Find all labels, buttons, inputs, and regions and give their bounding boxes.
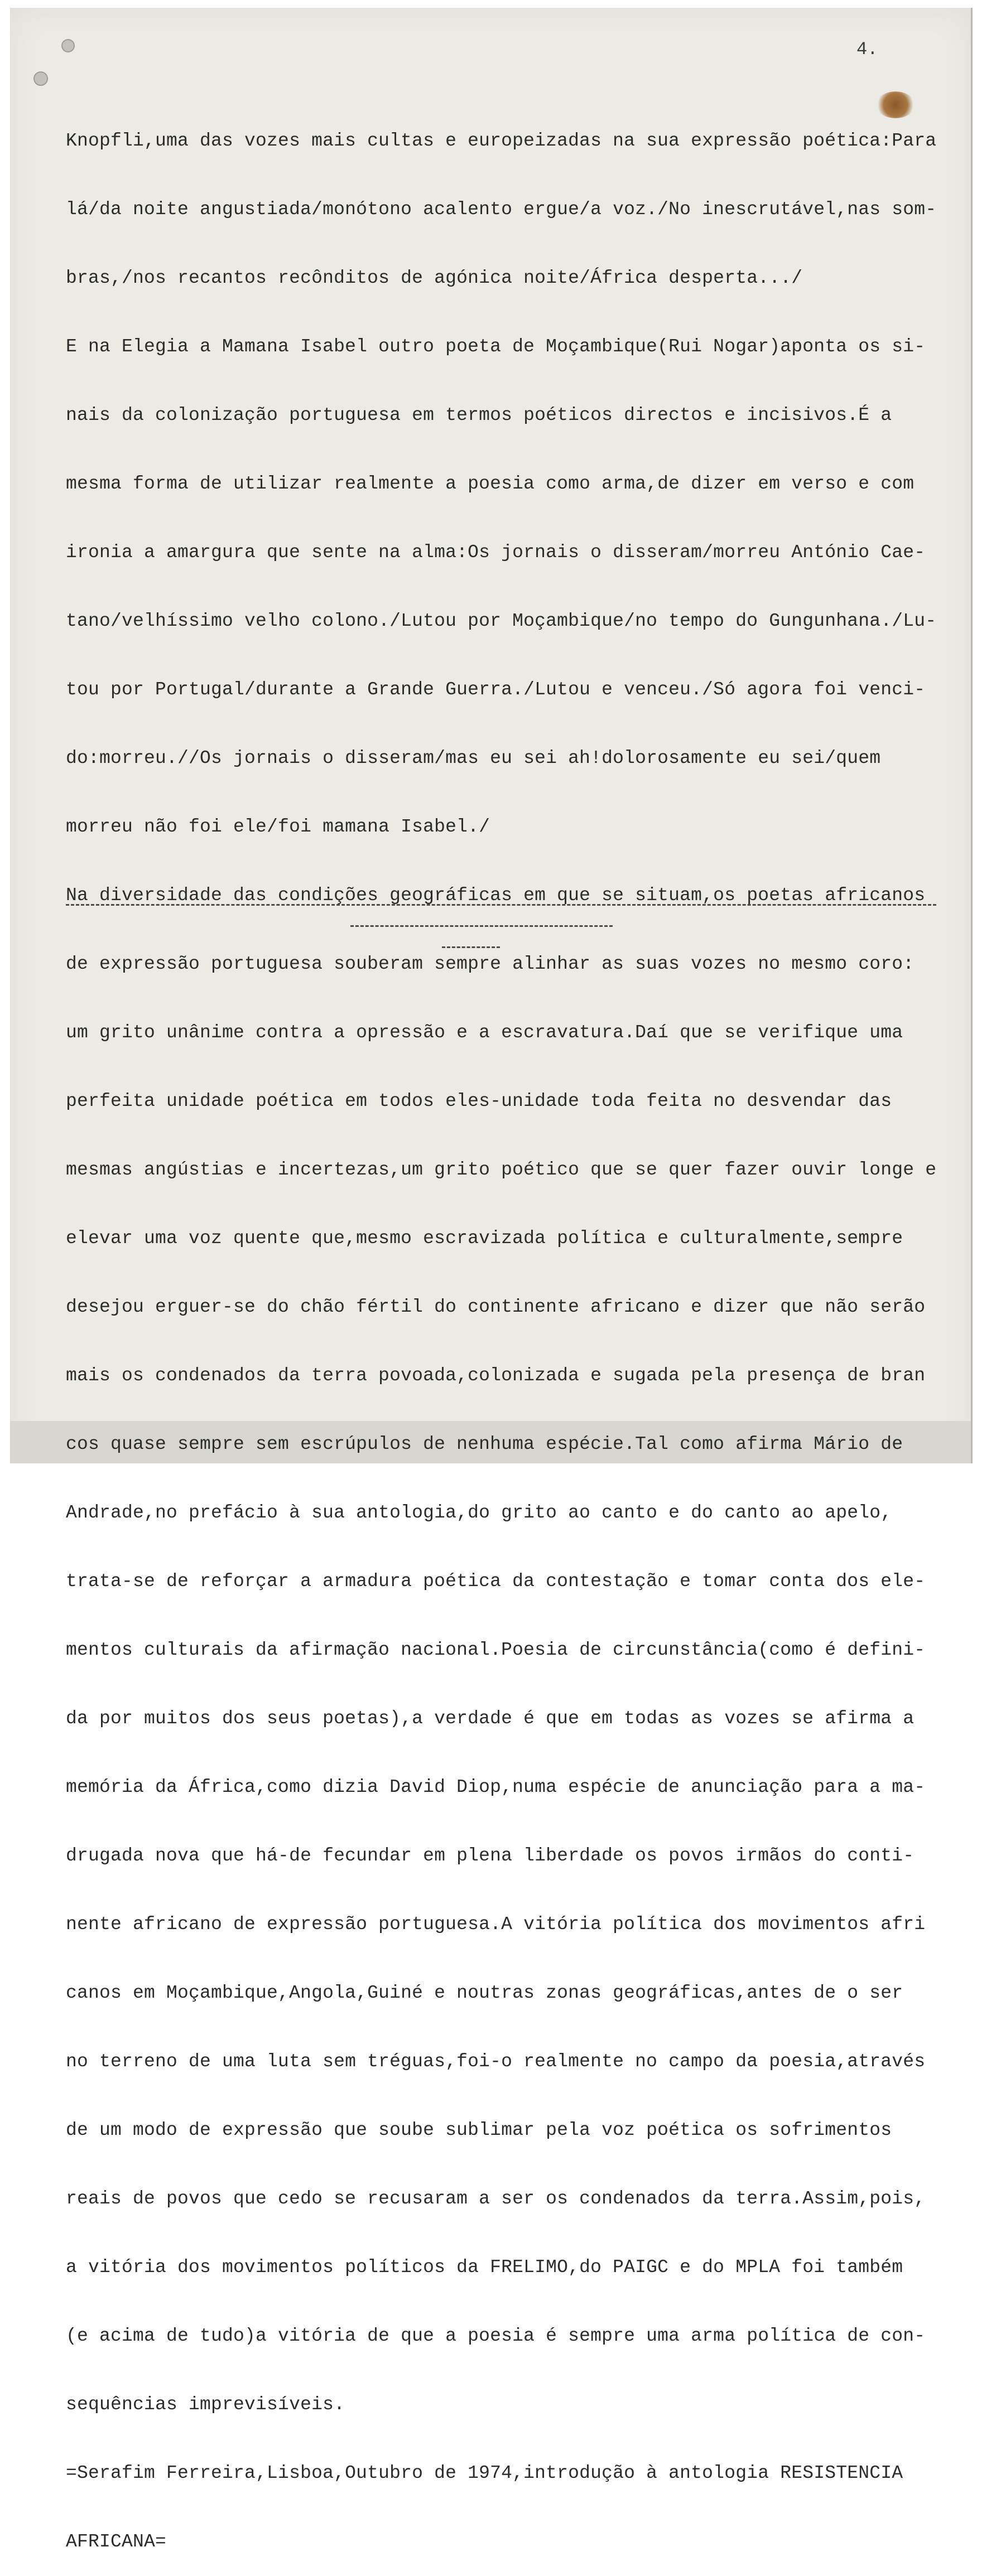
separator-rule bbox=[350, 925, 613, 927]
text-line: bras,/nos recantos recônditos de agónica noite/África desperta.../ bbox=[66, 268, 803, 288]
text-line: mais os condenados da terra povoada,colonizada e sugada pela presença de bran bbox=[66, 1365, 926, 1386]
text-line: da por muitos dos seus poetas),a verdade é que em todas as vozes se afirma a bbox=[66, 1708, 915, 1729]
text-line: mesma forma de utilizar realmente a poesia como arma,de dizer em verso e com bbox=[66, 473, 915, 494]
text-line: reais de povos que cedo se recusaram a ser os condenados da terra.Assim,pois, bbox=[66, 2188, 926, 2209]
text-line: de um modo de expressão que soube sublimar pela voz poética os sofrimentos bbox=[66, 2120, 892, 2140]
text-line: drugada nova que há-de fecundar em plena liberdade os povos irmãos do conti- bbox=[66, 1845, 915, 1866]
text-line: no terreno de uma luta sem tréguas,foi-o realmente no campo da poesia,através bbox=[66, 2051, 926, 2072]
text-line: AFRICANA= bbox=[66, 2531, 167, 2552]
text-line: mesmas angústias e incertezas,um grito poético que se quer fazer ouvir longe e bbox=[66, 1159, 937, 1180]
text-line: desejou erguer-se do chão fértil do continente africano e dizer que não serão bbox=[66, 1297, 926, 1317]
text-line: do:morreu.//Os jornais o disseram/mas eu sei ah!dolorosamente eu sei/quem bbox=[66, 748, 881, 769]
text-line: um grito unânime contra a opressão e a escravatura.Daí que se verifique uma bbox=[66, 1022, 903, 1043]
punch-hole-bottom bbox=[33, 71, 48, 86]
punch-hole-top bbox=[61, 39, 75, 52]
text-line: cos quase sempre sem escrúpulos de nenhuma espécie.Tal como afirma Mário de bbox=[66, 1434, 903, 1454]
text-line: elevar uma voz quente que,mesmo escravizada política e culturalmente,sempre bbox=[66, 1228, 903, 1249]
text-line: a vitória dos movimentos políticos da FRELIMO,do PAIGC e do MPLA foi também bbox=[66, 2257, 903, 2278]
text-line: E na Elegia a Mamana Isabel outro poeta de Moçambique(Rui Nogar)aponta os si- bbox=[66, 336, 926, 357]
text-line: nais da colonização portuguesa em termos poéticos directos e incisivos.É a bbox=[66, 405, 892, 426]
text-line: memória da África,como dizia David Diop,numa espécie de anunciação para a ma- bbox=[66, 1777, 926, 1797]
text-line: tou por Portugal/durante a Grande Guerra./Lutou e venceu./Só agora foi venci- bbox=[66, 679, 926, 700]
text-line: lá/da noite angustiada/monótono acalento ergue/a voz./No inescrutável,nas som- bbox=[66, 199, 937, 220]
text-line: perfeita unidade poética em todos eles-unidade toda feita no desvendar das bbox=[66, 1091, 892, 1111]
text-line: (e acima de tudo)a vitória de que a poesia é sempre uma arma política de con- bbox=[66, 2326, 926, 2346]
text-line: ironia a amargura que sente na alma:Os jornais o disseram/morreu António Cae- bbox=[66, 542, 926, 563]
page-number: 4. bbox=[856, 39, 878, 60]
text-line: canos em Moçambique,Angola,Guiné e noutras zonas geográficas,antes de o ser bbox=[66, 1983, 903, 2003]
text-line: tano/velhíssimo velho colono./Lutou por Moçambique/no tempo do Gungunhana./Lu- bbox=[66, 611, 937, 631]
text-line: de expressão portuguesa souberam sempre alinhar as suas vozes no mesmo coro: bbox=[66, 954, 915, 974]
text-line: trata-se de reforçar a armadura poética da contestação e tomar conta dos ele- bbox=[66, 1571, 926, 1592]
text-line: Knopfli,uma das vozes mais cultas e europeizadas na sua expressão poética:Para bbox=[66, 131, 937, 151]
separator-rule bbox=[442, 946, 500, 948]
text-line: Andrade,no prefácio à sua antologia,do grito ao canto e do canto ao apelo, bbox=[66, 1502, 892, 1523]
text-line: sequências imprevisíveis. bbox=[66, 2394, 345, 2415]
separator-rule bbox=[66, 904, 936, 906]
typewritten-text bbox=[66, 84, 959, 2576]
text-line: mentos culturais da afirmação nacional.Poesia de circunstância(como é defini- bbox=[66, 1640, 926, 1660]
text-line: nente africano de expressão portuguesa.A vitória política dos movimentos afri bbox=[66, 1914, 926, 1935]
text-line: =Serafim Ferreira,Lisboa,Outubro de 1974,introdução à antologia RESISTENCIA bbox=[66, 2463, 903, 2483]
text-line: Na diversidade das condições geográficas em que se situam,os poetas africanos bbox=[66, 885, 926, 906]
text-line: morreu não foi ele/foi mamana Isabel./ bbox=[66, 816, 490, 837]
